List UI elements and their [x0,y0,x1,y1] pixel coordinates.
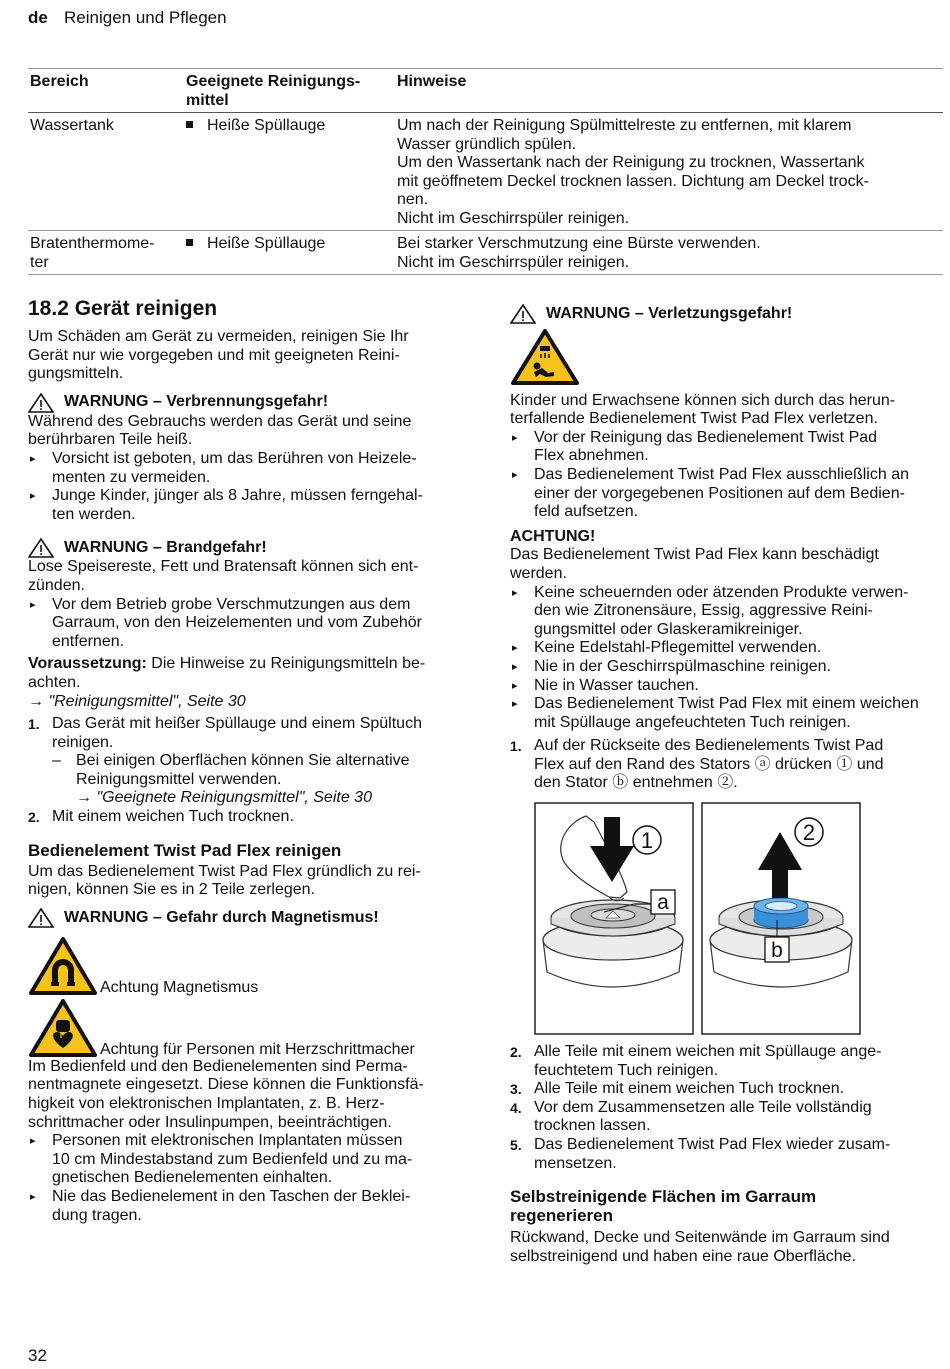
text-line: ▸ Vor dem Betrieb grobe Verschmutzungen aus dem [52,595,411,613]
text-line: ▸ Nie in der Geschirrspülmaschine reinigen. [534,657,832,675]
text-line: schrittmacher oder Insulinpumpen, beeinträchtigen. [28,1113,392,1131]
table-header: Geeignete Reinigungs- mittel [186,73,361,109]
callout-1-label: 1 [640,828,654,853]
text-line: Vor dem Zusammensetzen alle Teile vollständig [534,1098,872,1116]
bullet-square-icon [186,239,193,246]
step-number: 5. [510,1136,522,1153]
warning-title: WARNUNG – Gefahr durch Magnetismus! [64,908,379,926]
text-line: trocknen lassen. [534,1117,651,1135]
text-line: Alle Teile mit einem weichen Tuch trocknen. [534,1080,845,1098]
warning-title: WARNUNG – Verletzungsgefahr! [546,304,793,322]
text-line: Lose Speisereste, Fett und Bratensaft können sich ent- [28,558,419,576]
table-row [28,113,943,231]
area-line: Bratenthermome- [30,235,155,252]
warning-triangle-icon [28,393,54,413]
left-column [28,297,468,1225]
page-number: 32 [28,1346,47,1365]
text-line: Flex abnehmen. [534,447,649,465]
text-line: ▸ Keine Edelstahl-Pflegemittel verwenden. [534,639,822,657]
cross-reference-link[interactable]: → "Reinigungsmittel", Seite 30 [28,692,246,710]
text-line: den wie Zitronensäure, Essig, aggressive Reini- [534,602,873,620]
callout-a-label: a [657,891,669,914]
magnetism-warning-sign-icon [28,936,98,996]
text-line: Gerät nur wie vorgegeben und mit geeigneten Reini- [28,346,400,364]
warning-heading [28,538,468,558]
warning-triangle-icon [28,908,54,928]
note-line: nen. [397,191,429,209]
text-line: – Bei einigen Oberflächen können Sie alternative [76,752,410,770]
text-line: ▸ Nie das Bedienelement in den Taschen der Beklei- [52,1188,411,1205]
warning-heading [28,393,468,413]
step-number: 2. [510,1044,522,1060]
text-line: achten. [28,673,81,691]
text-line: ▸ Das Bedienelement Twist Pad Flex mit einem weichen [534,695,919,713]
sign-caption: Achtung Magnetismus [100,979,259,997]
prerequisite [28,655,468,674]
right-column [510,304,945,793]
text-line: feuchtetem Tuch reinigen. [534,1061,719,1079]
cross-reference-link[interactable]: → "Geeignete Reinigungsmittel", Seite 30 [76,789,372,807]
text-line: gungsmittel oder Glaskeramikreiniger. [534,620,803,638]
step-item [510,1099,945,1136]
text-line: Um das Bedienelement Twist Pad Flex gründlich zu rei- [28,862,421,880]
text-line: Während des Gebrauchs werden das Gerät und seine [28,412,412,430]
table-cell-notes [397,235,937,272]
step-item [28,715,468,752]
warning-triangle-icon [510,304,536,324]
text-line: dung tragen. [52,1206,142,1224]
text-line: Garraum, von den Heizelementen und vom Zubehör [52,614,422,632]
text-line: nentmagnete eingesetzt. Diese können die Funktionsfä- [28,1076,424,1094]
text-line: einer der vorgegebenen Positionen auf dem Bedien- [534,484,905,502]
subsection-title: regenerieren [510,1206,613,1226]
table-row [28,231,943,275]
table-header-row [28,69,943,113]
note-line: Um den Wassertank nach der Reinigung zu trocknen, Wassertank [397,154,865,172]
language-code: de [28,8,48,27]
list-item [28,596,468,652]
text-line: gnetischen Bedienelementen einhalten. [52,1169,333,1187]
list-item [28,1132,468,1188]
list-item [28,450,468,487]
text-line: terfallende Bedienelement Twist Pad Flex verletzen. [510,410,878,428]
table-cell-notes [397,117,937,229]
sign-caption: Achtung für Personen mit Herzschrittmacher [100,1041,415,1059]
note-line: Um nach der Reinigung Spülmittelreste zu entfernen, mit klarem [397,117,852,134]
note-line: Wasser gründlich spülen. [397,135,577,153]
text-line: mit Spüllauge angefeuchteten Tuch reinigen. [534,713,851,731]
figure-panel-remove [702,803,860,1034]
text-line: Um Schäden am Gerät zu vermeiden, reinigen Sie Ihr [28,328,409,345]
text-line: den Stator ⓑ entnehmen ②. [534,774,738,792]
warning-title: WARNUNG – Brandgefahr! [64,539,267,557]
text-line: ▸ Das Bedienelement Twist Pad Flex ausschließlich an [534,465,909,483]
table-cell-area [30,235,175,272]
pacemaker-warning-sign-icon [28,998,98,1058]
magnetism-sign-row [28,936,468,996]
text-line: ▸ Nie in Wasser tauchen. [534,676,699,694]
prerequisite-label: Voraussetzung: [28,655,147,673]
right-column-lower [510,1043,945,1266]
agent-text: Heiße Spüllauge [207,235,326,252]
table-cell-agent [186,235,381,254]
warning-heading [28,908,468,928]
table-header: Bereich [30,73,89,90]
text-line: ▸ Keine scheuernden oder ätzenden Produkte verwen- [534,583,909,601]
section-title: 18.2 Gerät reinigen [28,297,218,320]
callout-2-label: 2 [802,820,816,845]
text-line: Im Bedienfeld und den Bedienelementen sind Perma- [28,1057,408,1075]
pacemaker-sign-row [28,998,468,1058]
list-item [510,584,945,640]
text-line: ▸ Vorsicht ist geboten, um das Berühren von Heizele- [52,449,417,467]
figure-panel-press [535,803,693,1034]
text-line: Das Bedienelement Twist Pad Flex kann beschädigt [510,546,879,564]
note-line: mit geöffnetem Deckel trocknen lassen. Dichtung am Deckel trock- [397,172,869,190]
text-line: nigen, können Sie es in 2 Teile zerlegen. [28,881,316,899]
text-line: Kinder und Erwachsene können sich durch das herun- [510,391,896,409]
text-line: gungsmitteln. [28,365,124,383]
warning-triangle-icon [28,538,54,558]
step-item [510,1043,945,1080]
step-number: 2. [28,809,40,826]
bullet-square-icon [186,121,193,128]
step-number: 3. [510,1081,522,1098]
table-header: Hinweise [397,73,467,90]
chapter-title: Reinigen und Pflegen [64,8,227,27]
text-line: Das Bedienelement Twist Pad Flex wieder zusam- [534,1135,891,1153]
step-number: 1. [28,716,40,733]
step-item [510,1136,945,1173]
prerequisite-text: Die Hinweise zu Reinigungsmitteln be- [151,655,426,673]
text-line: selbstreinigend und haben eine raue Oberfläche. [510,1247,857,1265]
note-line: Bei starker Verschmutzung eine Bürste verwenden. [397,235,761,252]
text-line: mensetzen. [534,1154,617,1172]
text-line: Flex auf den Rand des Stators ⓐ drücken ① und [534,755,884,773]
cleaning-table [28,68,943,275]
area-line: ter [30,253,49,271]
text-line: Auf der Rückseite des Bedienelements Twist Pad [534,737,884,755]
text-line: ▸ Vor der Reinigung das Bedienelement Twist Pad [534,428,878,446]
warning-title: WARNUNG – Verbrennungsgefahr! [64,393,329,411]
note-line: Nicht im Geschirrspüler reinigen. [397,209,630,227]
step-item [510,1080,945,1099]
list-item [510,639,945,658]
text-line: zünden. [28,576,85,594]
falling-object-warning-sign-icon [510,328,580,386]
note-line: Nicht im Geschirrspüler reinigen. [397,253,630,271]
step-item [28,808,468,827]
list-item [28,1188,468,1225]
text-line: Reinigungsmittel verwenden. [76,770,282,788]
callout-b-label: b [771,939,783,962]
step-number: 1. [510,738,522,755]
subsection-title: Selbstreinigende Flächen im Garraum [510,1187,817,1207]
text-line: Das Gerät mit heißer Spüllauge und einem Spültuch [52,715,422,733]
list-item [28,487,468,524]
text-line: werden. [510,564,567,582]
text-line: higkeit von elektronischen Implantaten, z. B. Herz- [28,1095,385,1113]
agent-text: Heiße Spüllauge [207,117,326,134]
text-line: ▸ Personen mit elektronischen Implantaten müssen [52,1132,403,1150]
text-line: reinigen. [52,733,114,751]
text-line: 10 cm Mindestabstand zum Bedienfeld und zu ma- [52,1150,413,1168]
list-item [510,677,945,696]
text-line: entfernen. [52,632,125,650]
text-line: menten zu vermeiden. [52,468,211,486]
notice-title: ACHTUNG! [510,527,596,545]
table-cell-area: Wassertank [30,117,114,134]
step-item [510,737,945,793]
text-line: Rückwand, Decke und Seitenwände im Garraum sind [510,1229,890,1247]
subsection-title: Bedienelement Twist Pad Flex reinigen [28,840,342,860]
text-line: Alle Teile mit einem weichen mit Spüllauge ange- [534,1043,882,1060]
twist-pad-removal-figure [534,802,862,1036]
list-item [510,695,945,732]
list-item [510,658,945,677]
text-line: Mit einem weichen Tuch trocknen. [52,808,294,826]
text-line: ▸ Junge Kinder, jünger als 8 Jahre, müssen ferngehal- [52,487,423,505]
table-cell-agent [186,117,381,136]
sub-step-item [28,752,468,808]
text-line: feld aufsetzen. [534,503,639,521]
text-line: ten werden. [52,505,136,523]
warning-heading [510,304,945,324]
list-item [510,429,945,466]
step-number: 4. [510,1099,522,1116]
text-line: berührbaren Teile heiß. [28,431,193,449]
list-item [510,466,945,522]
